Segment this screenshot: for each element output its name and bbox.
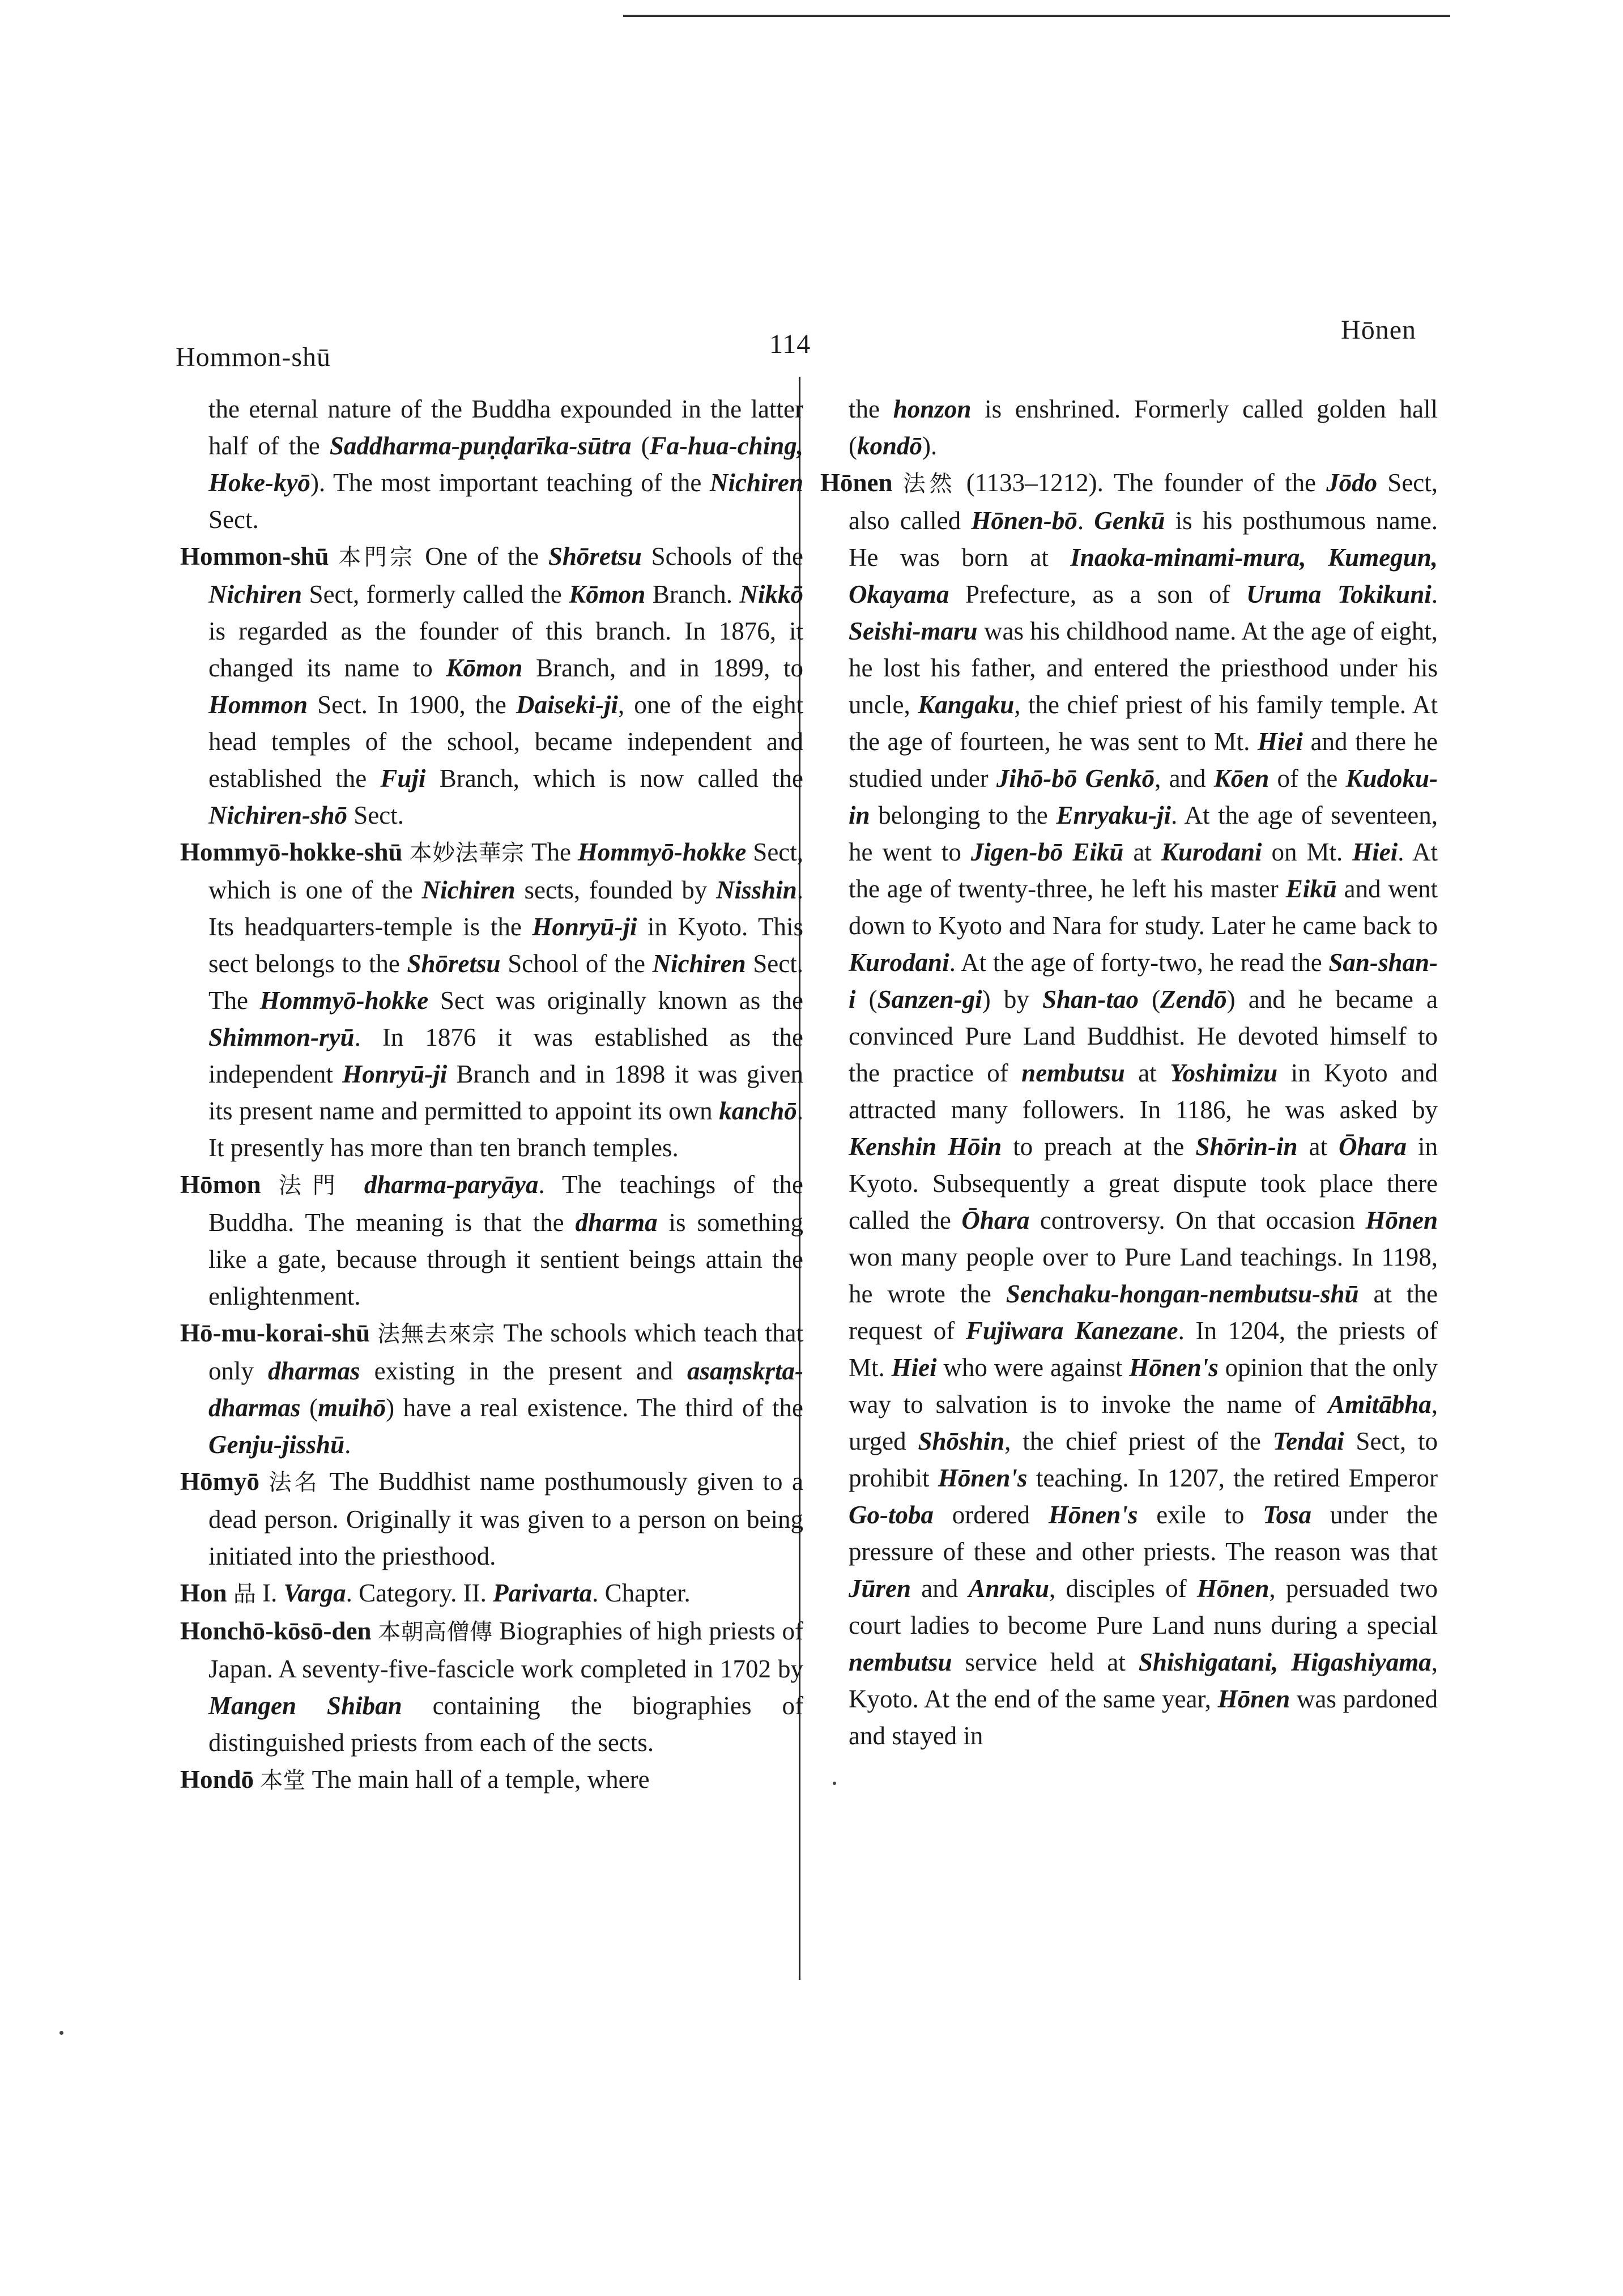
entry-text: is something like a gate, because through it sentient beings attain the enlightenment.: [208, 1208, 803, 1310]
entry-text: ordered: [934, 1501, 1049, 1529]
entry-italic-term: Shishigatani, Higashiyama: [1138, 1648, 1432, 1676]
entry-text: . Its headquarters-temple is the: [208, 876, 803, 941]
entry-text: containing the biographies of distinguished priests from each of the sects.: [208, 1692, 803, 1757]
entry-italic-term: Nichiren: [208, 580, 303, 608]
entry-text: under the pressure of these and other priests. The reason was that: [849, 1501, 1438, 1566]
entry-italic-term: Hommyō-hokke: [577, 838, 747, 866]
entry-italic-term: Hōnen: [1365, 1206, 1438, 1234]
entry-kanji: 本朝高僧傳: [378, 1619, 493, 1645]
entry-italic-term: dharma-paryāya: [364, 1170, 539, 1199]
entry-kanji: 本門宗: [338, 544, 416, 570]
entry-italic-term: Kudoku-in: [849, 764, 1438, 829]
entry-text: ) by: [982, 985, 1042, 1013]
entry-text: ) and he became a convinced Pure Land Buddhist. He devoted himself to the practice of: [849, 985, 1438, 1087]
entry-italic-term: Shōrin-in: [1195, 1132, 1298, 1161]
entry-text: is his posthumous name. He was born at: [849, 506, 1438, 572]
entry-italic-term: Nikkō: [739, 580, 803, 608]
entry-text: Prefecture, as a son of: [949, 580, 1246, 608]
entry-italic-term: Zendō: [1160, 985, 1227, 1013]
entry-text: in Kyoto and attracted many followers. In 1186, he was asked by: [849, 1059, 1438, 1124]
entry-italic-term: Hōnen's: [938, 1464, 1028, 1492]
running-head-left: Hommon-shū: [176, 342, 331, 372]
entry-text: and there he studied under: [849, 727, 1438, 793]
entry-text: in Kyoto. Subsequently a great dispute took place there called the: [849, 1132, 1438, 1234]
entry-text: . It presently has more than ten branch temples.: [208, 1097, 803, 1162]
entry-italic-term: Genju-jisshū: [208, 1430, 345, 1459]
entry-text: , persuaded two court ladies to become Pure Land nuns during a special: [849, 1574, 1438, 1639]
entry-text: , one of the eight head temples of the school, became independent and established the: [208, 691, 803, 793]
entry-italic-term: Sanzen-gi: [877, 985, 982, 1013]
entry-kanji: 法然: [902, 471, 956, 497]
entry-text: One of the: [415, 542, 548, 570]
entry-kanji: 法名: [269, 1469, 321, 1496]
entry-text: . At the age of twenty-three, he left his master: [849, 838, 1438, 903]
entry-text: The main hall of a temple, where: [305, 1765, 650, 1794]
entry-text: Sect. The: [208, 949, 803, 1015]
scan-speck: [833, 1782, 836, 1785]
entry-italic-term: Ōhara: [1338, 1132, 1407, 1161]
entry-text: ) have a real existence. The third of the: [386, 1394, 803, 1422]
entry-text: on Mt.: [1262, 838, 1353, 866]
entry-text: Schools of the: [641, 542, 804, 570]
entry-text: The Buddhist name posthumously given to a dead person. Originally it was given to a person on being initiated into the priesthood.: [208, 1467, 803, 1570]
entry-italic-term: Saddharma-puṇḍarīka-sūtra: [329, 432, 632, 460]
entry-text: (1133–1212). The founder of the: [956, 468, 1327, 497]
entry-italic-term: Hommon: [208, 691, 308, 719]
top-rule: [623, 15, 1450, 17]
entry-text: ). The most important teaching of the: [310, 468, 710, 497]
entry-text: Sect, to prohibit: [849, 1427, 1438, 1492]
entry-italic-term: kondō: [857, 432, 923, 460]
entry-text: Biographies of high priests of Japan. A seventy-five-fascicle work completed in 1702 by: [208, 1617, 803, 1683]
entry-text: existing in the present and: [360, 1357, 687, 1385]
entry-italic-term: Jōdo: [1326, 468, 1378, 497]
entry-italic-term: Enryaku-ji: [1056, 801, 1171, 829]
entry-text: , the chief priest of the: [1004, 1427, 1273, 1455]
entry-text: .: [344, 1430, 351, 1459]
left-column: [180, 391, 803, 1799]
entry-text: Branch, which is now called the: [425, 764, 803, 793]
entry-italic-term: Anraku: [968, 1574, 1050, 1603]
dictionary-entry: [180, 538, 803, 834]
entry-text: , disciples of: [1049, 1574, 1197, 1603]
entry-italic-term: Hiei: [1352, 838, 1398, 866]
entry-text: exile to: [1138, 1501, 1263, 1529]
entry-text: was his childhood name. At the age of eight, he lost his father, and entered the priesthood under his uncle,: [849, 617, 1438, 719]
entry-text: . Category. II.: [346, 1579, 493, 1607]
entry-italic-term: Kurodani: [1161, 838, 1262, 866]
entry-text: . The teachings of the Buddha. The meaning is that the: [208, 1170, 804, 1237]
entry-text: The: [525, 838, 578, 866]
entry-text: (: [855, 985, 877, 1013]
entry-italic-term: Yoshimizu: [1170, 1059, 1278, 1087]
entry-text: at: [1297, 1132, 1339, 1161]
running-head-right: Hōnen: [1341, 315, 1416, 345]
entry-italic-term: Hōnen-bō: [971, 506, 1077, 535]
entry-italic-term: Varga: [283, 1579, 346, 1607]
entry-italic-term: Kenshin Hōin: [849, 1132, 1002, 1161]
entry-text: opinion that the only way to salvation is to invoke the name of: [849, 1353, 1438, 1419]
entry-italic-term: nembutsu: [1021, 1059, 1125, 1087]
entry-italic-term: Inaoka-minami-mura, Kumegun, Okayama: [849, 543, 1438, 608]
entry-italic-term: muihō: [318, 1394, 386, 1422]
entry-italic-term: Kōmon: [446, 654, 523, 682]
entry-text: Sect, which is one of the: [208, 838, 804, 904]
entry-text: at: [1123, 838, 1161, 866]
entry-italic-term: Jūren: [849, 1574, 911, 1603]
entry-italic-term: Go-toba: [849, 1501, 934, 1529]
entry-italic-term: Nisshin: [716, 876, 797, 904]
entry-text: Branch and in 1898 it was given its present name and permitted to appoint its own: [208, 1060, 803, 1125]
page-number: 114: [769, 329, 811, 359]
entry-italic-term: Honryū-ji: [532, 913, 637, 941]
entry-text: (: [300, 1394, 318, 1422]
entry-text: . In 1204, the priests of Mt.: [849, 1317, 1438, 1382]
entry-text: , urged: [849, 1390, 1438, 1455]
entry-text: Sect.: [208, 505, 259, 534]
entry-headword: Hōmyō: [180, 1467, 259, 1496]
entry-text: to preach at the: [1002, 1132, 1196, 1161]
entry-italic-term: Shōretsu: [407, 949, 501, 978]
entry-italic-term: Jigen-bō Eikū: [970, 838, 1124, 866]
entry-text: belonging to the: [870, 801, 1057, 829]
entry-text: won many people over to Pure Land teachings. In 1198, he wrote the: [849, 1243, 1438, 1308]
dictionary-entry: [820, 465, 1438, 1754]
entry-headword: Hommyō-hokke-shū: [180, 838, 403, 866]
entry-italic-term: Kōmon: [569, 580, 646, 608]
entry-continuation: [180, 391, 803, 538]
entry-italic-term: Shimmon-ryū: [208, 1023, 355, 1051]
entry-italic-term: Hiei: [891, 1353, 937, 1382]
entry-text: . Chapter.: [592, 1579, 691, 1607]
entry-kanji: 本堂: [260, 1767, 306, 1794]
scan-speck: [59, 2031, 63, 2035]
entry-text: I.: [255, 1579, 284, 1607]
entry-headword: Hō-mu-korai-shū: [180, 1319, 370, 1347]
entry-italic-term: Amitābha: [1328, 1390, 1432, 1419]
dictionary-entry: [180, 1166, 803, 1315]
entry-text: teaching. In 1207, the retired Emperor: [1027, 1464, 1438, 1492]
entry-text: controversy. On that occasion: [1029, 1206, 1366, 1234]
entry-kanji: 本妙法華宗: [409, 840, 525, 866]
entry-text: . At the age of forty-two, he read the: [949, 948, 1329, 977]
dictionary-entry: [180, 1613, 803, 1761]
entry-kanji: 法門: [278, 1173, 347, 1199]
entry-italic-term: Parivarta: [493, 1579, 593, 1607]
dictionary-entry: [180, 1315, 803, 1463]
entry-italic-term: Kurodani: [849, 948, 949, 977]
entry-italic-term: Daiseki-ji: [516, 691, 618, 719]
entry-italic-term: dharma: [575, 1208, 658, 1237]
entry-kanji: 品: [233, 1581, 256, 1607]
right-column: [820, 391, 1438, 1754]
entry-italic-term: Shan-tao: [1042, 985, 1139, 1013]
entry-text: . In 1876 it was established as the independent: [208, 1023, 803, 1088]
entry-italic-term: dharmas: [268, 1357, 360, 1385]
entry-italic-term: Eikū: [1285, 875, 1337, 903]
entry-text: (: [1139, 985, 1161, 1013]
entry-italic-term: Nichiren: [421, 876, 516, 904]
entry-italic-term: honzon: [893, 395, 972, 423]
entry-text: Sect was originally known as the: [428, 986, 803, 1015]
entry-text: ).: [922, 432, 938, 460]
entry-text: Sect, formerly called the: [302, 580, 569, 608]
entry-kanji: 法無去來宗: [377, 1321, 496, 1347]
dictionary-entry: [180, 834, 803, 1166]
entry-italic-term: Nichiren: [652, 949, 746, 978]
entry-text: Sect, also called: [849, 468, 1438, 535]
entry-italic-term: Hōnen: [1217, 1685, 1290, 1713]
entry-headword: Hon: [180, 1579, 227, 1607]
entry-text: of the: [1269, 764, 1346, 793]
entry-italic-term: Nichiren-shō: [208, 801, 348, 829]
entry-italic-term: Hiei: [1257, 727, 1303, 756]
entry-text: , and: [1155, 764, 1214, 793]
entry-italic-term: Hōnen: [1196, 1574, 1270, 1603]
entry-headword: Honchō-kōsō-den: [180, 1617, 372, 1645]
entry-text: at the request of: [849, 1280, 1438, 1345]
entry-text: Sect.: [347, 801, 404, 829]
entry-italic-term: nembutsu: [849, 1648, 952, 1676]
entry-text: the: [849, 395, 893, 423]
entry-text: and: [911, 1574, 969, 1603]
entry-italic-term: Hommyō-hokke: [259, 986, 429, 1015]
dictionary-entry: [180, 1463, 803, 1575]
entry-text: (: [631, 432, 650, 460]
entry-italic-term: Shōretsu: [548, 542, 642, 570]
entry-italic-term: Senchaku-hongan-nembutsu-shū: [1006, 1280, 1359, 1308]
dictionary-entry: [180, 1761, 803, 1799]
entry-headword: Hōnen: [820, 468, 893, 497]
entry-text: . At the age of seventeen, he went to: [849, 801, 1438, 866]
entry-italic-term: Hōnen's: [1048, 1501, 1138, 1529]
entry-italic-term: Honryū-ji: [342, 1060, 448, 1088]
entry-italic-term: Shōshin: [918, 1427, 1005, 1455]
entry-italic-term: Genkū: [1094, 506, 1165, 535]
entry-headword: Hōmon: [180, 1170, 261, 1199]
entry-headword: Hondō: [180, 1765, 254, 1794]
entry-text: [347, 1170, 364, 1199]
entry-italic-term: Uruma Tokikuni: [1246, 580, 1432, 608]
entry-text: is enshrined. Formerly called golden hall (: [849, 395, 1438, 460]
entry-italic-term: San-shan-i: [849, 948, 1438, 1013]
entry-italic-term: Fa-hua-ching, Hoke-kyō: [208, 432, 803, 497]
entry-continuation: [820, 391, 1438, 465]
entry-text: service held at: [952, 1648, 1139, 1676]
entry-text: the eternal nature of the Buddha expounded in the latter half of the: [208, 395, 803, 460]
entry-text: sects, founded by: [515, 876, 717, 904]
entry-italic-term: Kōen: [1213, 764, 1270, 793]
entry-italic-term: Tendai: [1272, 1427, 1344, 1455]
entry-italic-term: Fuji: [380, 764, 426, 793]
entry-italic-term: Jihō-bō Genkō: [996, 764, 1155, 793]
entry-text: Sect. In 1900, the: [308, 691, 516, 719]
entry-italic-term: Seishi-maru: [849, 617, 978, 645]
entry-text: at: [1124, 1059, 1170, 1087]
entry-italic-term: asaṃskṛta-dharmas: [208, 1357, 803, 1422]
entry-text: who were against: [936, 1353, 1130, 1382]
entry-italic-term: Ōhara: [961, 1206, 1030, 1234]
entry-text: was pardoned and stayed in: [849, 1685, 1438, 1750]
entry-text: .: [1077, 506, 1094, 535]
entry-italic-term: Kangaku: [918, 691, 1015, 719]
entry-text: , Kyoto. At the end of the same year,: [849, 1648, 1438, 1713]
entry-text: Branch, and in 1899, to: [522, 654, 803, 682]
entry-text: is regarded as the founder of this branch. In 1876, it changed its name to: [208, 617, 803, 682]
entry-italic-term: kanchō: [719, 1097, 797, 1125]
entry-italic-term: Nichiren: [709, 468, 803, 497]
entry-italic-term: Hōnen's: [1129, 1353, 1219, 1382]
entry-text: School of the: [500, 949, 653, 978]
entry-text: .: [1431, 580, 1438, 608]
entry-text: and went down to Kyoto and Nara for study. Later he came back to: [849, 875, 1438, 940]
entry-text: Branch.: [645, 580, 740, 608]
entry-text: The schools which teach that only: [208, 1319, 803, 1385]
entry-text: , the chief priest of his family temple. At the age of fourteen, he was sent to Mt.: [849, 691, 1438, 756]
entry-text: in Kyoto. This sect belongs to the: [208, 913, 803, 978]
dictionary-entry: [180, 1575, 803, 1613]
page-header: [176, 314, 1416, 372]
entry-italic-term: Tosa: [1263, 1501, 1312, 1529]
entry-italic-term: Mangen Shiban: [208, 1692, 402, 1720]
entry-headword: Hommon-shū: [180, 542, 329, 570]
entry-italic-term: Fujiwara Kanezane: [965, 1317, 1178, 1345]
